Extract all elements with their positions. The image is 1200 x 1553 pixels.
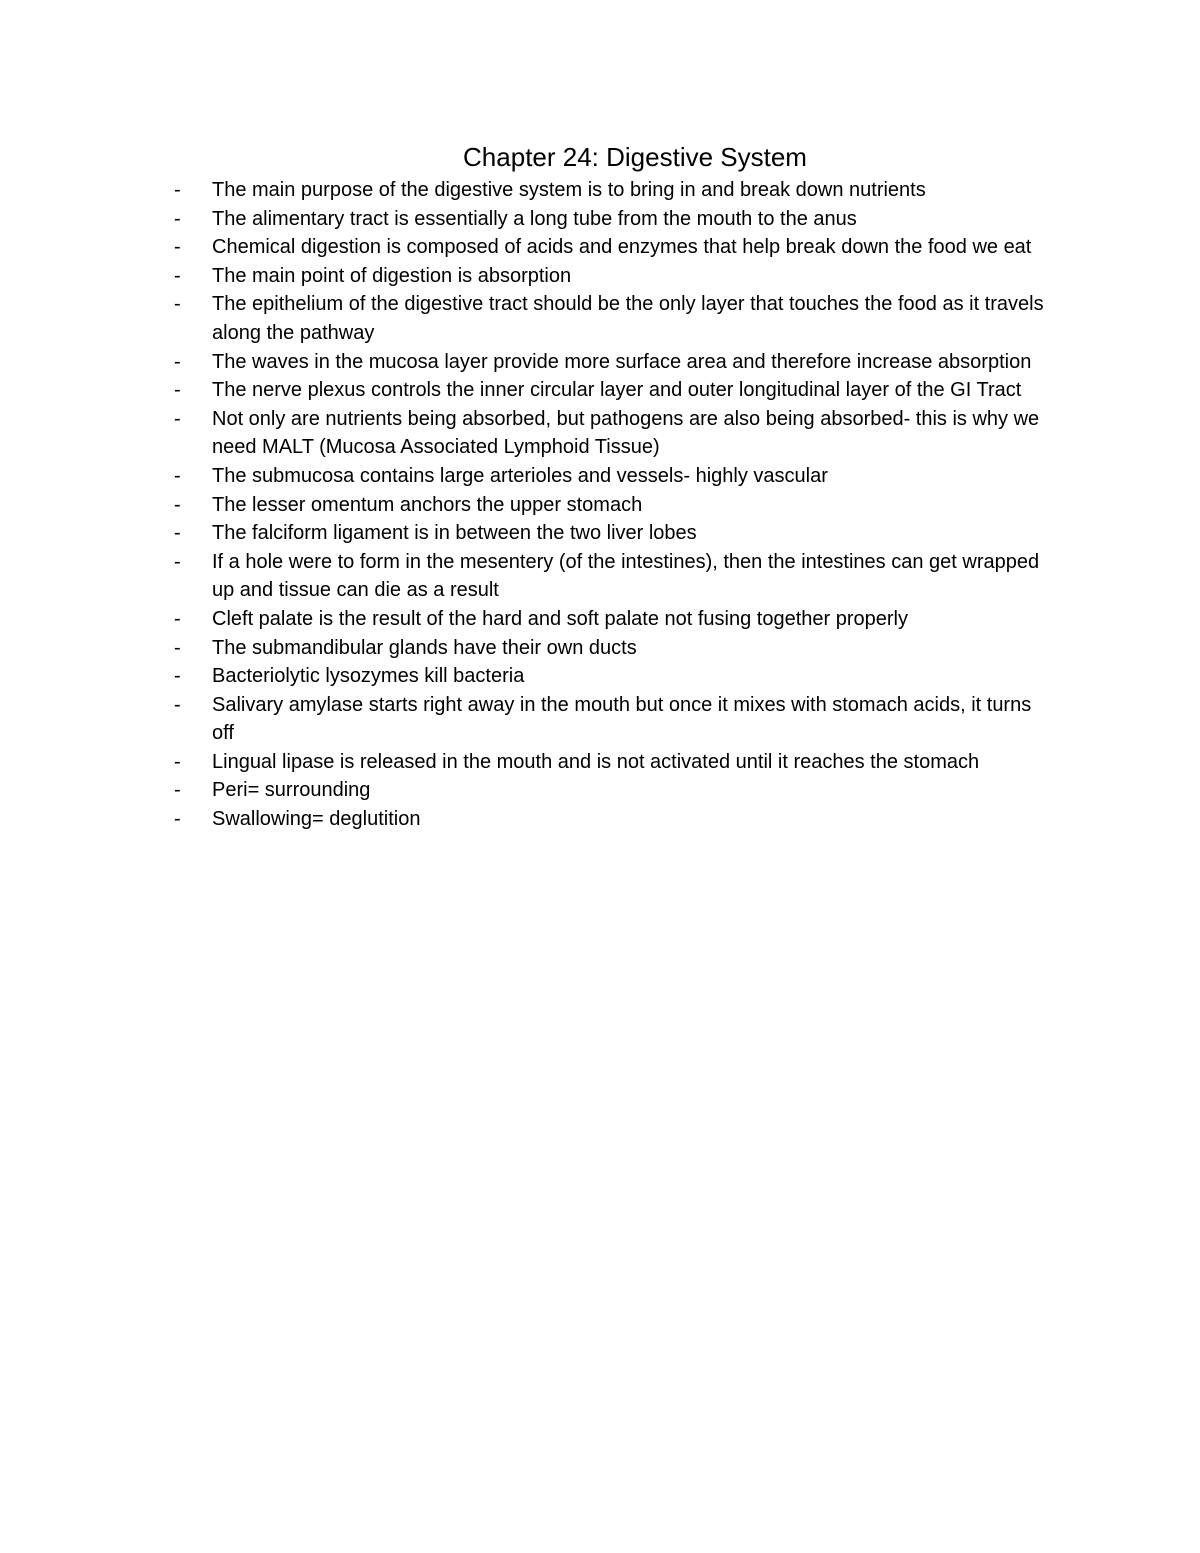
list-item: [170, 262, 1050, 291]
bullet-dash: -: [174, 550, 181, 573]
page-title: Chapter 24: Digestive System: [463, 142, 807, 172]
bullet-dash: -: [174, 293, 181, 316]
bullet-dash: -: [174, 264, 181, 287]
bullet-dash: -: [174, 693, 181, 716]
note-text: Peri= surrounding: [212, 779, 371, 802]
note-text: Salivary amylase starts right away in the mouth but once it mixes with stomach acids, it turns off: [212, 693, 1032, 745]
note-text: Bacteriolytic lysozymes kill bacteria: [212, 665, 525, 688]
list-item: [170, 805, 1050, 834]
bullet-dash: -: [174, 236, 181, 259]
note-text: The alimentary tract is essentially a long tube from the mouth to the anus: [212, 207, 857, 230]
note-text: The nerve plexus controls the inner circular layer and outer longitudinal layer of the GI Tract: [212, 379, 1022, 402]
list-item: [170, 462, 1050, 491]
list-item: [170, 176, 1050, 205]
bullet-dash: -: [174, 779, 181, 802]
bullet-dash: -: [174, 350, 181, 373]
note-text: If a hole were to form in the mesentery (of the intestines), then the intestines can get wrapped up and tissue can die as a result: [212, 550, 1040, 602]
list-item: [170, 776, 1050, 805]
note-text: The submucosa contains large arterioles and vessels- highly vascular: [212, 464, 828, 487]
bullet-dash: -: [174, 379, 181, 402]
bullet-dash: -: [174, 522, 181, 545]
bullet-dash: -: [174, 407, 181, 430]
bullet-dash: -: [174, 207, 181, 230]
list-item: [170, 205, 1050, 234]
list-item: [170, 662, 1050, 691]
list-item: [170, 348, 1050, 377]
list-item: [170, 605, 1050, 634]
note-text: Not only are nutrients being absorbed, but pathogens are also being absorbed- this is why we need MALT (Mucosa Associated Lymphoid Tissue): [212, 407, 1040, 459]
list-item: [170, 634, 1050, 663]
note-text: The lesser omentum anchors the upper stomach: [212, 493, 643, 516]
bullet-dash: -: [174, 750, 181, 773]
note-text: The epithelium of the digestive tract should be the only layer that touches the food as it travels along the pathway: [212, 293, 1044, 344]
list-item: [170, 405, 1050, 462]
list-item: [170, 748, 1050, 777]
list-item: [170, 548, 1050, 605]
note-text: The falciform ligament is in between the two liver lobes: [212, 522, 697, 545]
bullet-dash: -: [174, 636, 181, 659]
bullet-dash: -: [174, 179, 181, 201]
bullet-dash: -: [174, 607, 181, 630]
bullet-dash: -: [174, 665, 181, 688]
list-item: [170, 290, 1050, 347]
bullet-dash: -: [174, 808, 181, 831]
note-text: The submandibular glands have their own ducts: [212, 636, 637, 659]
list-item: [170, 691, 1050, 748]
note-text: Lingual lipase is released in the mouth and is not activated until it reaches the stomach: [212, 750, 980, 773]
note-text: The waves in the mucosa layer provide more surface area and therefore increase absorption: [212, 350, 1032, 373]
list-item: [170, 519, 1050, 548]
list-item: [170, 233, 1050, 262]
bullet-dash: -: [174, 493, 181, 516]
notes-list: [170, 176, 1050, 834]
note-text: The main point of digestion is absorption: [212, 264, 572, 287]
note-text: Chemical digestion is composed of acids and enzymes that help break down the food we eat: [212, 236, 1032, 259]
note-text: The main purpose of the digestive system is to bring in and break down nutrients: [212, 179, 926, 201]
list-item: [170, 491, 1050, 520]
note-text: Swallowing= deglutition: [212, 808, 421, 831]
bullet-dash: -: [174, 464, 181, 487]
note-text: Cleft palate is the result of the hard and soft palate not fusing together properly: [212, 607, 908, 630]
list-item: [170, 376, 1050, 405]
